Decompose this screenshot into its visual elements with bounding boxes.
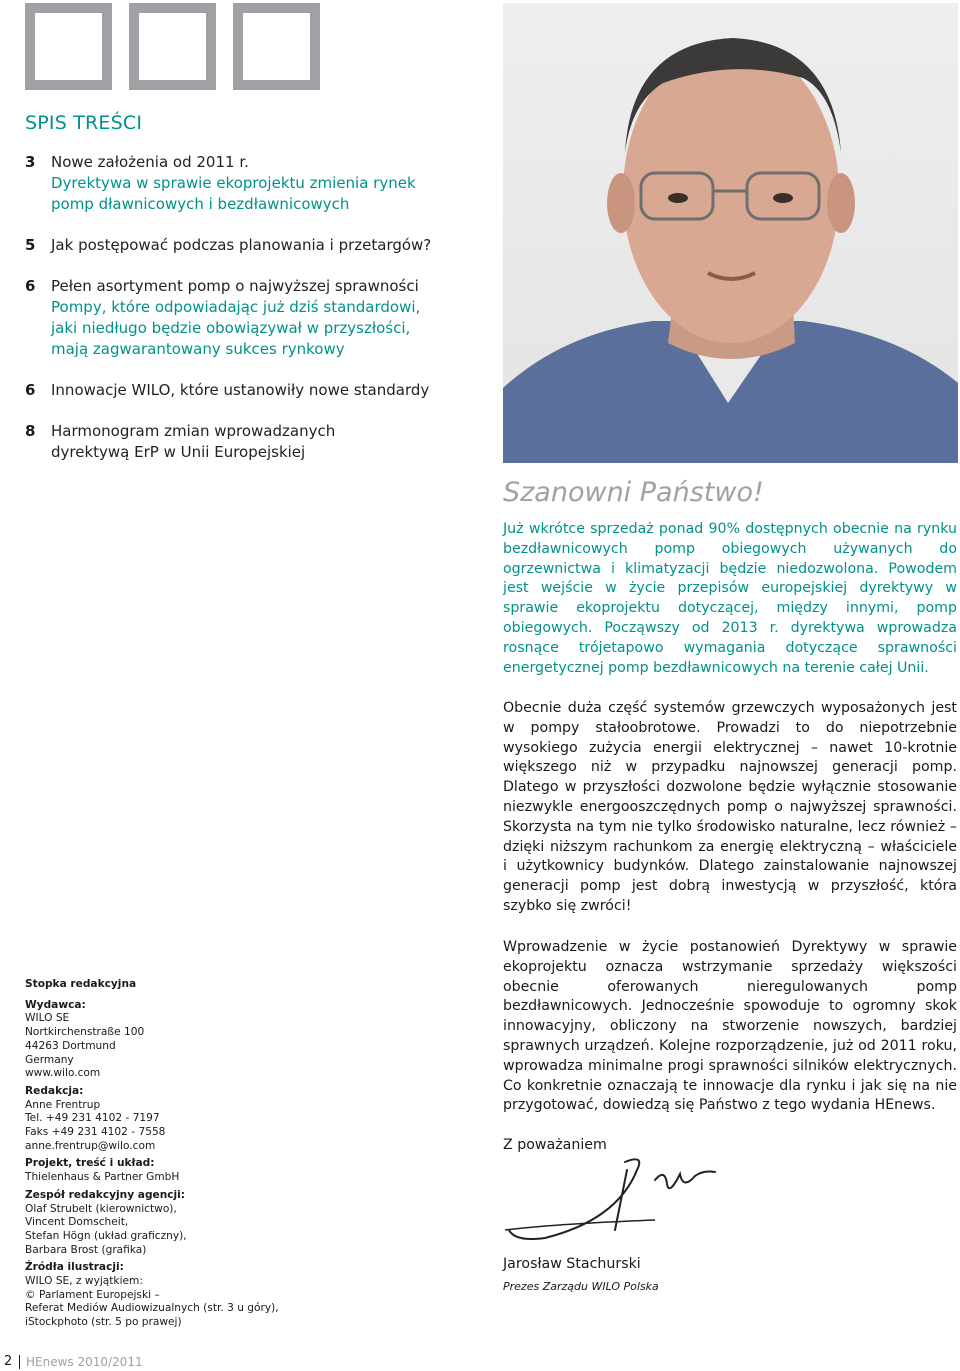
imprint-line: Germany bbox=[25, 1053, 74, 1066]
letter-closing: Z poważaniem bbox=[503, 1137, 607, 1153]
toc-item-subtitle: Dyrektywa w sprawie ekoprojektu zmienia rynek bbox=[51, 174, 416, 192]
imprint-line: Faks +49 231 4102 - 7558 bbox=[25, 1126, 166, 1139]
imprint-line: Thielenhaus & Partner GmbH bbox=[25, 1171, 180, 1184]
letter-paragraph-2: Obecnie duża część systemów grzewczych wyposażonych jest w pompy stałoobrotowe. Prowadzi to do niepotrzebnie wysokiego zużycia energii elektrycznej – nawet 10-krotnie większego niż w przypadku najnowszej generacji pomp. Dlatego w przyszłości dozwolone będzie wyłącznie stosowanie niezwykle energooszczędnych pomp o najwyższej sprawności. Skorzysta na tym nie tylko środowisko naturalne, lecz również – dzięki niższym rachunkom za energię elektryczną – właściciele i użytkownicy budynków. Dlatego zainstalowanie najnowszej generacji pomp jest dobrą inwestycją w przyszłość, która szybko się zwróci! bbox=[503, 700, 957, 914]
toc-item[interactable] bbox=[25, 380, 465, 401]
imprint-label: Projekt, treść i układ: bbox=[25, 1157, 155, 1170]
signatory-role: Prezes Zarządu WILO Polska bbox=[503, 1280, 659, 1293]
imprint-line: Referat Mediów Audiowizualnych (str. 3 u góry), bbox=[25, 1302, 279, 1315]
toc-item-title: Innowacje WILO, które ustanowiły nowe standardy bbox=[51, 381, 430, 399]
portrait-photo bbox=[503, 3, 958, 463]
letter-greeting: Szanowni Państwo! bbox=[503, 477, 764, 508]
imprint-block-editor bbox=[25, 1085, 325, 1154]
toc-item-title-cont: dyrektywą ErP w Unii Europejskiej bbox=[51, 443, 306, 461]
toc-item-title: Harmonogram zmian wprowadzanych bbox=[51, 422, 336, 440]
imprint-link[interactable]: www.wilo.com bbox=[25, 1067, 101, 1080]
imprint-block-publisher bbox=[25, 999, 325, 1081]
portrait-illustration bbox=[503, 3, 958, 463]
toc-page-number: 8 bbox=[25, 422, 36, 440]
toc-page-number: 5 bbox=[25, 236, 36, 254]
table-of-contents bbox=[25, 152, 465, 463]
imprint-block-design bbox=[25, 1157, 325, 1184]
toc-item-subtitle: jaki niedługo będzie obowiązywał w przyszłości, bbox=[51, 319, 411, 337]
toc-item-subtitle: Pompy, które odpowiadając już dziś standardowi, bbox=[51, 298, 421, 316]
imprint-heading: Stopka redakcyjna bbox=[25, 978, 137, 990]
toc-page-number: 3 bbox=[25, 153, 36, 171]
imprint-block-sources bbox=[25, 1261, 325, 1330]
imprint-block-team bbox=[25, 1189, 325, 1258]
footer-publication: HEnews 2010/2011 bbox=[26, 1355, 143, 1369]
imprint-line: Vincent Domscheit, bbox=[25, 1216, 129, 1229]
imprint-line: 44263 Dortmund bbox=[25, 1039, 116, 1052]
logo-square-1 bbox=[25, 3, 112, 90]
toc-item[interactable] bbox=[25, 421, 465, 463]
toc-item-title: Nowe założenia od 2011 r. bbox=[51, 153, 249, 171]
imprint-line: © Parlament Europejski – bbox=[25, 1288, 160, 1301]
toc-item-subtitle: pomp dławnicowych i bezdławnicowych bbox=[51, 195, 350, 213]
letter-paragraph-1: Już wkrótce sprzedaż ponad 90% dostępnych obecnie na rynku bezdławnicowych pomp obiegowych używanych do ogrzewnictwa i klimatyzacji będzie niedozwolona. Powodem jest wejście w życie przepisów europejskiej dyrektywy w sprawie ekoprojektu dotyczącej, między innymi, pomp obiegowych. Począwszy od 2013 r. dyrektywa wprowadza rosnące trójetapowo wymagania dotyczące sprawności energetycznej pomp bezdławnicowych na terenie całej Unii. bbox=[503, 521, 957, 676]
imprint-label: Źródła ilustracji: bbox=[25, 1261, 124, 1274]
letter-paragraph-3: Wprowadzenie w życie postanowień Dyrektywy w sprawie ekoprojektu oznacza wstrzymanie sprzedaży większości obecnie oferowanych nieregulowanych pomp bezdławnicowych. Jednocześnie spowoduje to ogromny skok innowacyjny, obliczony na stworzenie nowszych, bardziej sprawnych urządzeń. Kolejne rozporządzenie, już od 2011 roku, wprowadza minimalne progi sprawności silników elektrycznych. Co konkretnie oznaczają te innowacje dla rynku i jak się na nie przygotować, dowiedzą się Państwo z tego wydania HEnews. bbox=[503, 939, 957, 1114]
logo-square-3 bbox=[233, 3, 320, 90]
logo-square-2 bbox=[129, 3, 216, 90]
toc-page-number: 6 bbox=[25, 381, 36, 399]
imprint-line: iStockphoto (str. 5 po prawej) bbox=[25, 1316, 182, 1329]
signatory-name: Jarosław Stachurski bbox=[503, 1256, 641, 1272]
toc-item-title: Jak postępować podczas planowania i przetargów? bbox=[51, 236, 432, 254]
imprint-line: WILO SE bbox=[25, 1012, 70, 1025]
imprint-line: Olaf Strubelt (kierownictwo), bbox=[25, 1202, 177, 1215]
imprint-label: Wydawca: bbox=[25, 998, 86, 1011]
toc-item[interactable] bbox=[25, 235, 465, 256]
toc-item-title: Pełen asortyment pomp o najwyższej sprawności bbox=[51, 277, 419, 295]
imprint-line: Anne Frentrup bbox=[25, 1098, 101, 1111]
toc-page-number: 6 bbox=[25, 277, 36, 295]
imprint-email[interactable]: anne.frentrup@wilo.com bbox=[25, 1139, 156, 1152]
toc-item[interactable] bbox=[25, 152, 465, 215]
imprint-label: Zespół redakcyjny agencji: bbox=[25, 1188, 186, 1201]
toc-item[interactable] bbox=[25, 276, 465, 360]
imprint bbox=[25, 978, 325, 1334]
imprint-line: WILO SE, z wyjątkiem: bbox=[25, 1275, 143, 1288]
imprint-line: Tel. +49 231 4102 - 7197 bbox=[25, 1112, 160, 1125]
imprint-line: Stefan Högn (układ graficzny), bbox=[25, 1229, 187, 1242]
page-number: 2 bbox=[4, 1354, 13, 1369]
imprint-line: Nortkirchenstraße 100 bbox=[25, 1026, 145, 1039]
toc-item-subtitle: mają zagwarantowany sukces rynkowy bbox=[51, 340, 345, 358]
imprint-line: Barbara Brost (grafika) bbox=[25, 1243, 147, 1256]
imprint-label: Redakcja: bbox=[25, 1084, 84, 1097]
toc-title: SPIS TREŚCI bbox=[25, 112, 143, 134]
footer-divider bbox=[19, 1355, 20, 1369]
signature bbox=[505, 1150, 735, 1250]
